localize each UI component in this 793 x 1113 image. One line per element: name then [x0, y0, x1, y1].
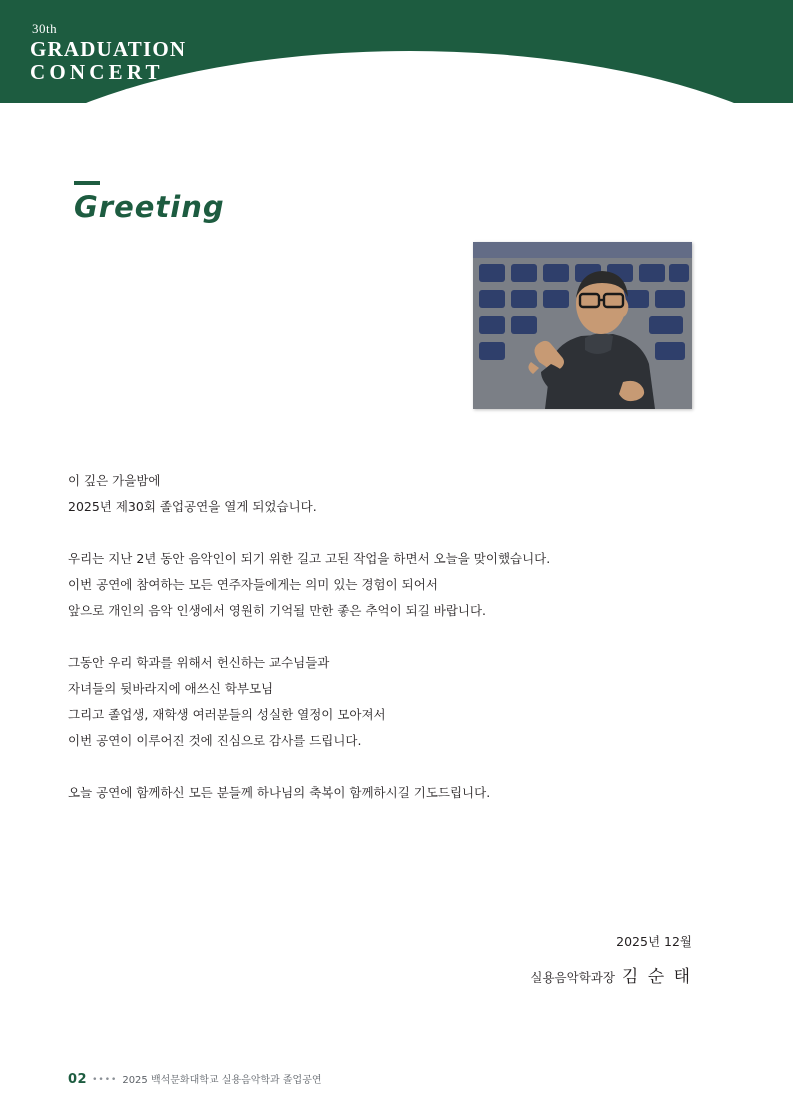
- title-dash: [74, 181, 100, 185]
- logo-ordinal: 30th: [32, 21, 58, 36]
- page-number: 02: [68, 1072, 88, 1087]
- greeting-body: [68, 468, 708, 806]
- body-line: 이번 공연에 참여하는 모든 연주자들에게는 의미 있는 경험이 되어서: [68, 577, 438, 592]
- body-line: 이번 공연이 이루어진 것에 진심으로 감사를 드립니다.: [68, 733, 362, 748]
- portrait-illustration: [473, 242, 692, 409]
- body-line: 앞으로 개인의 음악 인생에서 영원히 기억될 만한 좋은 추억이 되길 바랍니다.: [68, 603, 487, 618]
- footer-dots: ••••: [92, 1075, 118, 1085]
- signature-block: [530, 962, 692, 987]
- body-line: 오늘 공연에 함께하신 모든 분들께 하나님의 축복이 함께하시길 기도드립니다.: [68, 785, 491, 800]
- paragraph-gap: [68, 624, 708, 650]
- paragraph-gap: [68, 754, 708, 780]
- logo-concert: CONCERT: [30, 60, 164, 84]
- paragraph-gap: [68, 520, 708, 546]
- greeting-portrait-photo: [473, 242, 692, 409]
- signature-name: 김 순 태: [621, 967, 692, 987]
- concert-logo: [30, 22, 186, 83]
- body-line: 2025년 제30회 졸업공연을 열게 되었습니다.: [68, 499, 317, 514]
- page-title: Greeting: [74, 190, 225, 224]
- page-footer: [68, 1071, 322, 1087]
- signature-role: 실용음악학과장: [530, 970, 615, 985]
- body-line: 우리는 지난 2년 동안 음악인이 되기 위한 길고 고된 작업을 하면서 오늘을 맞이했습니다.: [68, 551, 551, 566]
- footer-caption: 2025 백석문화대학교 실용음악학과 졸업공연: [122, 1075, 322, 1086]
- body-line: 자녀들의 뒷바라지에 애쓰신 학부모님: [68, 681, 274, 696]
- body-line: 이 깊은 가을밤에: [68, 473, 161, 488]
- body-line: 그동안 우리 학과를 위해서 헌신하는 교수님들과: [68, 655, 330, 670]
- logo-graduation: GRADUATION: [30, 37, 187, 61]
- body-line: 그리고 졸업생, 재학생 여러분들의 성실한 열정이 모아져서: [68, 707, 386, 722]
- signature-date: 2025년 12월: [616, 934, 692, 949]
- page-header: [0, 0, 793, 103]
